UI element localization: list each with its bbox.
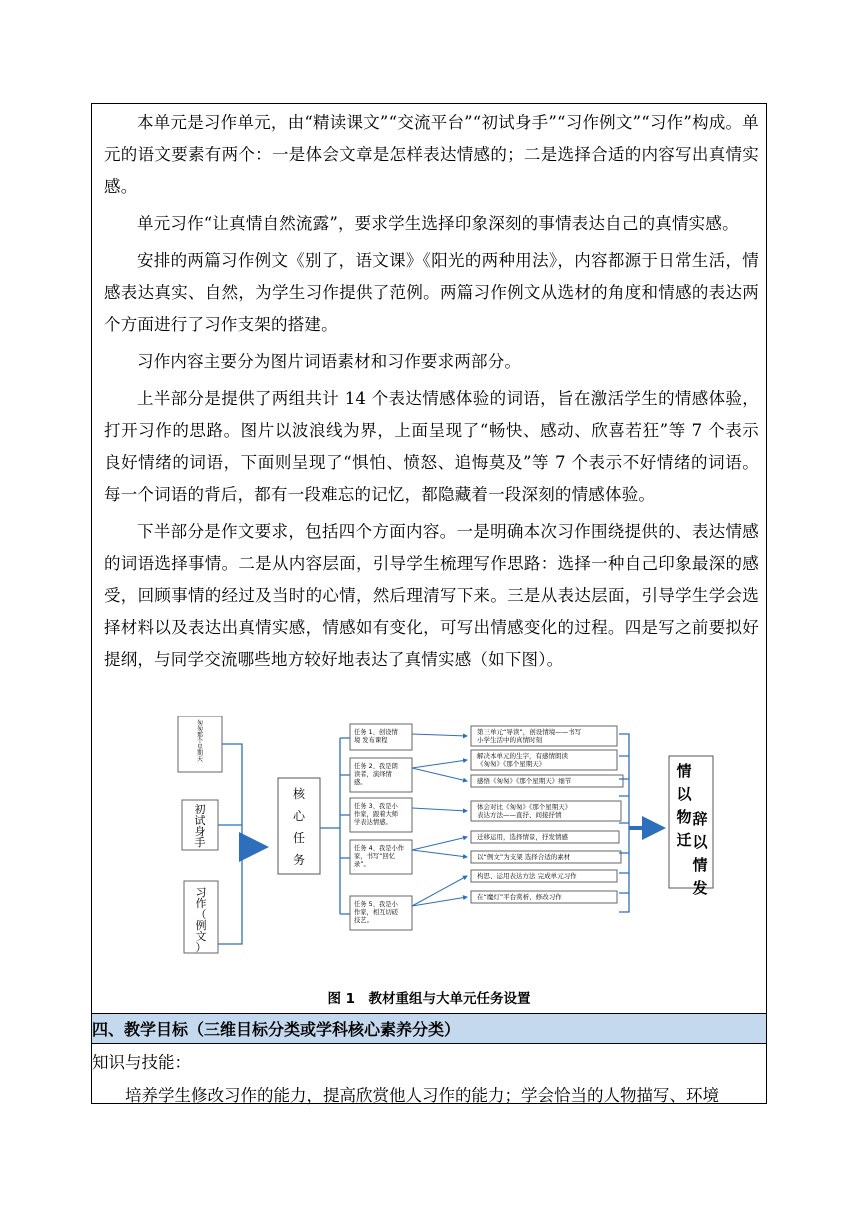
left-box-2 — [182, 800, 218, 850]
paragraph-2: 单元习作“让真情自然流露”，要求学生选择印象深刻的事情表达自己的真情实感。 — [137, 214, 739, 233]
detail-label-6: 以“例文”为支架 选择合适的素材 — [477, 853, 571, 861]
left-box-2-label: 初试身手 — [194, 803, 206, 849]
left-box-1-label: 匆匆那个星期天 — [196, 720, 204, 763]
task-label-4: 任务 4、我是小作家，书写“回忆录”。 — [354, 845, 405, 868]
task-diagram — [92, 716, 766, 994]
detail-label-8: 在“魔灯”平台赏析、修改习作 — [477, 893, 562, 901]
detail-box-2 — [471, 750, 617, 770]
content-table — [91, 103, 767, 1104]
summary-label-2: 辞以情发 — [692, 810, 708, 897]
detail-label-4: 体会对比《匆匆》《那个星期天》表达方法——直抒、间接抒情 — [477, 803, 572, 819]
core-task-label: 核心任务 — [292, 787, 306, 867]
task-label-1: 任务 1、创设情境 发布课程 — [354, 729, 398, 744]
section-title: 四、教学目标（三维目标分类或学科核心素养分类） — [92, 1020, 461, 1039]
detail-box-8 — [471, 891, 617, 903]
detail-list — [412, 726, 623, 906]
detail-label-1: 第三单元“导读”，创设情境——书写小学生活中的真情时刻 — [477, 728, 582, 744]
paragraph-5: 上半部分是提供了两组共计 14 个表达情感体验的词语，旨在激活学生的情感体验，打开习作的思路。图片以波浪线为界，上面呈现了“畅快、感动、欣喜若狂”等 7 个表示良好情绪的词语，下面则呈现了“惧怕、愤怒、追悔莫及”等 7 个表示不好情绪的词语。每一个词语的背后，都有一段难忘的记忆，都隐藏着一段深刻的情感体验。 — [104, 389, 759, 504]
core-task-box — [278, 778, 320, 874]
paragraph-1: 本单元是习作单元，由“精读课文”“交流平台”“初试身手”“习作例文”“习作”构成。单元的语文要素有两个：一是体会文章是怎样表达情感的；二是选择合适的内容写出真情实感。 — [104, 113, 759, 196]
detail-box-7 — [471, 870, 617, 882]
paragraph-6: 下半部分是作文要求，包括四个方面内容。一是明确本次习作围绕提供的、表达情感的词语选择事情。二是从内容层面，引导学生梳理写作思路：选择一种自己印象最深的感受，回顾事情的经过及当时的心情，然后理清写下来。三是从表达层面，引导学生学会选择材料以及表达出真情实感，情感如有变化，可写出情感变化的过程。四是写之前要拟好提纲，与同学交流哪些地方较好地表达了真情实感（如下图）。 — [104, 522, 759, 669]
detail-box-3 — [471, 775, 623, 787]
detail-label-3: 感悟《匆匆》《那个星期天》细节 — [477, 777, 572, 785]
objective-text: 培养学生修改习作的能力，提高欣赏他人习作的能力；学会恰当的人物描写、环境 — [125, 1086, 719, 1105]
figure-caption: 图 1 教材重组与大单元任务设置 — [327, 991, 531, 1007]
detail-label-2: 解决本单元的生字，有感情朗读《匆匆》《那个星期天》 — [477, 752, 568, 768]
detail-box-6 — [471, 851, 621, 863]
detail-box-5 — [471, 831, 619, 843]
task-box-3 — [350, 798, 412, 832]
detail-label-7: 构思、运用表达方法 完成单元习作 — [477, 872, 577, 880]
task-label-3: 任务 3、我是小作家，跟着大师学表达情感。 — [354, 803, 399, 826]
detail-box-4 — [471, 801, 621, 821]
left-box-3-label: 习作（例文） — [195, 886, 207, 954]
task-label-2: 任务 2、我是朗读者，演绎情感。 — [354, 763, 398, 786]
left-box-1 — [178, 716, 222, 772]
task-label-5: 任务 5、我是小作家，相互切磋技艺。 — [354, 901, 399, 924]
summary-box — [669, 756, 713, 897]
left-box-3 — [184, 881, 218, 954]
task-box-5 — [350, 896, 412, 930]
unit-analysis-text — [104, 107, 759, 676]
paragraph-3: 安排的两篇习作例文《别了，语文课》《阳光的两种用法》，内容都源于日常生活，情感表达真实、自然，为学生习作提供了范例。两篇习作例文从选材的角度和情感的表达两个方面进行了习作支架的搭建。 — [104, 251, 759, 334]
task-box-4 — [350, 840, 412, 874]
task-box-2 — [350, 758, 412, 792]
detail-label-5: 迁移运用，选择情景，抒发情感 — [477, 833, 568, 841]
knowledge-skills-heading: 知识与技能： — [92, 1053, 191, 1072]
paragraph-4: 习作内容主要分为图片词语素材和习作要求两部分。 — [137, 352, 522, 371]
task-box-1 — [350, 724, 412, 750]
task-list — [350, 724, 412, 930]
detail-box-1 — [471, 726, 617, 746]
section-header — [92, 1013, 766, 1044]
summary-label-1: 情以物迁 — [676, 762, 692, 849]
